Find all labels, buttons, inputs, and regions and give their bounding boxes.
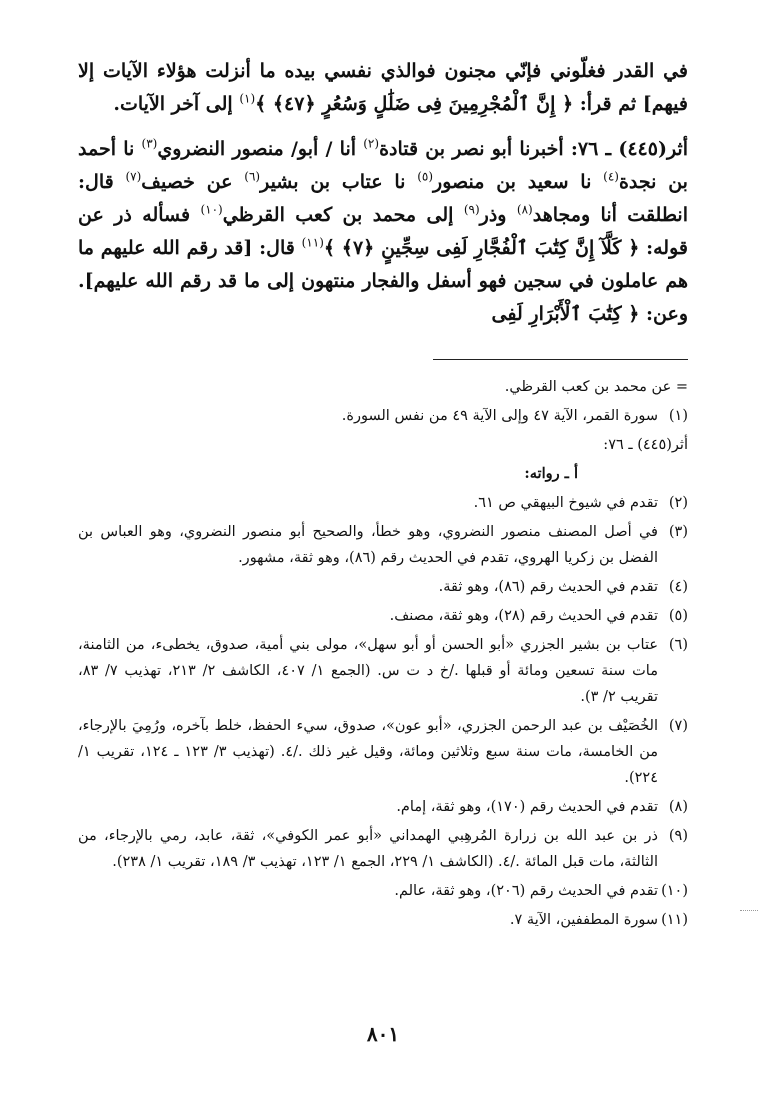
footnote-text: تقدم في الحديث رقم (٨٦)، وهو ثقة.: [438, 579, 658, 595]
athar-seg-3: نا أحمد بن نجدة: [78, 138, 688, 193]
footnote-number: (٨): [668, 799, 688, 815]
footnote-text: سورة المطففين، الآية ٧.: [509, 912, 658, 928]
footnote-text: تقدم في الحديث رقم (٢٠٦)، وهو ثقة، عالم.: [394, 883, 658, 899]
footnote-number: (٧): [668, 718, 688, 734]
footnote-text: ذر بن عبد الله بن زرارة المُرهِبي الهمداني «أبو عمر الكوفي»، ثقة، عابد، رمي بالإرجاء، من الثالثة، مات قبل المائة ./٤. (الكاشف ١/ ٢٢٩، الجمع ١/ ١٢٣، تهذيب ٣/ ١٨٩، تقريب ١/ ٢٣٨).: [78, 828, 658, 870]
footnote-number: (٥): [668, 608, 688, 624]
footnote-2: [78, 490, 688, 516]
footnote-athar-label: أثر(٤٤٥) ـ ٧٦:: [603, 437, 688, 453]
athar-label: أثر(٤٤٥) ـ ٧٦:: [570, 138, 688, 160]
footnote-number: (١١): [661, 912, 688, 928]
footnote-number: (٣): [668, 524, 688, 540]
footnote-ref-8[interactable]: (٨): [516, 202, 533, 217]
footnote-3: [78, 519, 688, 571]
footnote-ref-4[interactable]: (٤): [603, 169, 619, 184]
footnote-text: عتاب بن بشير الجزري «أبو الحسن أو أبو سهل»، مولى بني أمية، صدوق، يخطىء، من الثامنة، مات سنة تسعين ومائة أو قبلها ./خ د ت س. (الجمع ١/ ٤٠٧، الكاشف ٢/ ٢١٣، تهذيب ٧/ ٨٣، تقريب ٢/ ٣).: [78, 637, 658, 705]
footnote-text: سورة القمر، الآية ٤٧ وإلى الآية ٤٩ من نفس السورة.: [341, 408, 658, 424]
footnote-5: [78, 603, 688, 629]
footnote-ref-3[interactable]: (٣): [141, 136, 158, 151]
scan-mark: [740, 910, 758, 914]
footnote-ref-7[interactable]: (٧): [125, 169, 142, 184]
footnote-number: (٢): [668, 495, 688, 511]
main-paragraph-1: [78, 55, 688, 121]
athar-seg-4: نا سعيد بن منصور: [433, 171, 604, 193]
footnote-ref-10[interactable]: (١٠): [200, 202, 223, 217]
footnotes: [78, 374, 688, 933]
athar-seg-6: عن خصيف: [141, 171, 245, 193]
footnote-text: تقدم في شيوخ البيهقي ص ٦١.: [473, 495, 658, 511]
athar-seg-7: قال: انطلقت أنا ومجاهد: [78, 171, 689, 226]
athar-seg-9: إلى محمد بن كعب القرظي: [222, 204, 464, 226]
footnote-text: تقدم في الحديث رقم (٢٨)، وهو ثقة، مصنف.: [389, 608, 658, 624]
footnote-number: (١): [668, 408, 688, 424]
footnote-ref-5[interactable]: (٥): [417, 169, 434, 184]
footnote-ref-9[interactable]: (٩): [463, 202, 480, 217]
footnote-number: (٤): [668, 579, 688, 595]
athar-paragraph: [78, 133, 688, 331]
paragraph-1-end: إلى آخر الآيات.: [113, 93, 240, 115]
athar-seg-11: قال: [قد رقم الله عليهم ما هم عاملون في سجين فهو أسفل والفجار منتهون إلى ما قد رقم الله عليهم]. وعن: ﴿ كِتَٰبَ ٱلْأَبْرَارِ لَفِى: [78, 237, 688, 325]
footnote-11: [78, 907, 688, 933]
footnote-9: [78, 823, 688, 875]
footnote-10: [78, 878, 688, 904]
athar-seg-8: وذر: [479, 204, 517, 226]
book-page: [78, 55, 688, 936]
footnote-ref-11[interactable]: (١١): [301, 235, 324, 250]
footnote-6: [78, 632, 688, 710]
footnote-divider: [433, 359, 688, 360]
footnote-ref-6[interactable]: (٦): [244, 169, 261, 184]
page-number: ٨٠١: [366, 1022, 400, 1046]
footnote-ruwat-heading: أ ـ رواته:: [524, 465, 578, 482]
footnote-1: [78, 403, 688, 429]
footnote-number: (٩): [668, 828, 688, 844]
athar-seg-1: أخبرنا أبو نصر بن قتادة: [379, 138, 571, 160]
footnote-number: (١٠): [661, 883, 688, 899]
athar-seg-2: أنا / أبو/ منصور النضروي: [157, 138, 364, 160]
footnote-ref-1[interactable]: (١): [239, 91, 256, 106]
athar-seg-5: نا عتاب بن بشير: [260, 171, 418, 193]
footnote-7: [78, 713, 688, 791]
footnote-4: [78, 574, 688, 600]
footnote-text: الخُصَيْف بن عبد الرحمن الجزري، «أبو عون»، صدوق، سيء الحفظ، خلط بآخره، ورُمِيَ بالإرجاء، من الخامسة، مات سنة سبع وثلاثين ومائة، وقيل غير ذلك ./٤. (تهذيب ٣/ ١٢٣ ـ ١٢٤، تقريب ١/ ٢٢٤).: [78, 718, 659, 786]
footnote-continued: = عن محمد بن كعب القرظي.: [504, 379, 688, 395]
footnote-ref-2[interactable]: (٢): [363, 136, 380, 151]
main-text: [78, 55, 688, 331]
footnote-8: [78, 794, 688, 820]
paragraph-1-text: في القدر فغلّوني فإنّي مجنون فوالذي نفسي بيده ما أنزلت هؤلاء الآيات إلا فيهم] ثم قرأ: ﴿ إِنَّ ٱلْمُجْرِمِينَ فِى ضَلَٰلٍ وَسُعُرٍ ﴿٤٧﴾ ﴾: [78, 60, 688, 115]
footnote-number: (٦): [668, 637, 688, 653]
footnote-text: تقدم في الحديث رقم (١٧٠)، وهو ثقة، إمام.: [396, 799, 658, 815]
athar-seg-10: فسأله ذر عن قوله: ﴿ كَلَّآ إِنَّ كِتَٰبَ ٱلْفُجَّارِ لَفِى سِجِّينٍ ﴿٧﴾ ﴾: [78, 204, 688, 259]
footnote-text: في أصل المصنف منصور النضروي، وهو خطأ، والصحيح أبو منصور النضروي، وهو العباس بن الفضل بن زكريا الهروي، تقدم في الحديث رقم (٨٦)، وهو ثقة، مشهور.: [78, 524, 658, 566]
